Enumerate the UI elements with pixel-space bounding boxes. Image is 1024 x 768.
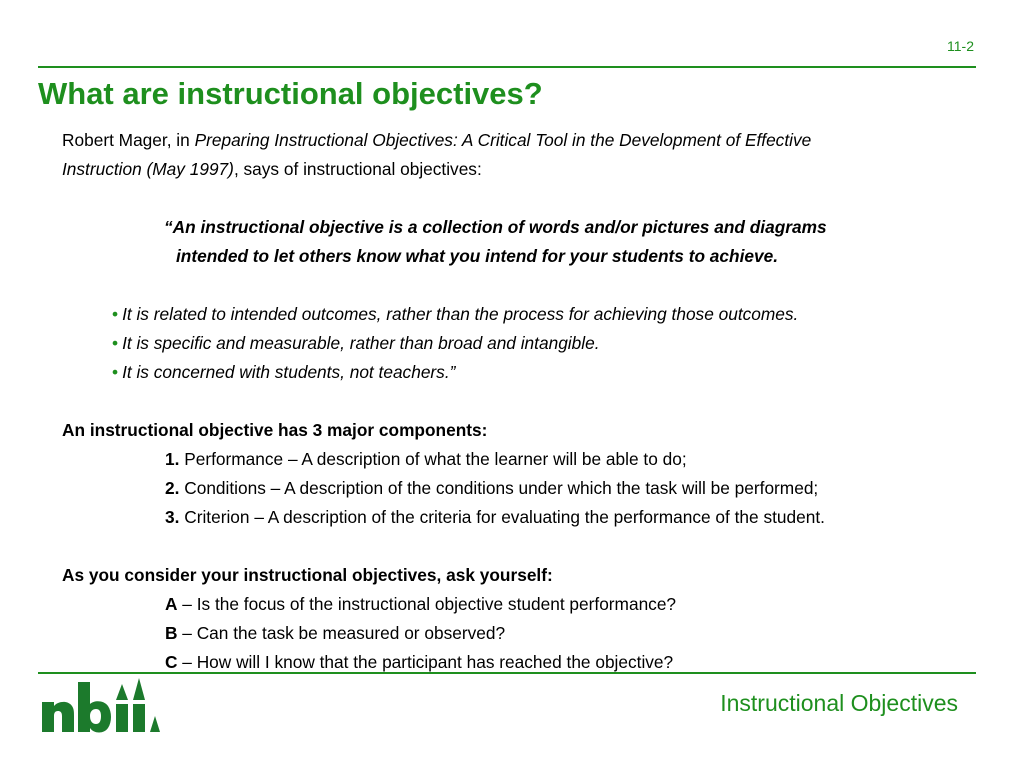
component-item: 1. Performance – A description of what the learner will be able to do; bbox=[165, 449, 687, 469]
top-divider bbox=[38, 66, 976, 68]
quote-line-1: “An instructional objective is a collection of words and/or pictures and diagrams bbox=[164, 217, 827, 237]
footer-label: Instructional Objectives bbox=[720, 690, 958, 716]
intro-line-1 bbox=[62, 126, 962, 155]
components-heading: An instructional objective has 3 major components: bbox=[62, 420, 488, 440]
question-item: A – Is the focus of the instructional objective student performance? bbox=[165, 594, 677, 614]
bottom-divider bbox=[38, 672, 976, 674]
component-item: 2. Conditions – A description of the conditions under which the task will be performed; bbox=[165, 478, 819, 498]
bullet-item: • It is related to intended outcomes, rather than the process for achieving those outcomes. bbox=[112, 304, 799, 324]
bullet-icon: • bbox=[112, 333, 119, 353]
component-item: 3. Criterion – A description of the criteria for evaluating the performance of the student. bbox=[165, 507, 825, 527]
bullet-item: • It is specific and measurable, rather than broad and intangible. bbox=[112, 333, 600, 353]
book-title-part-2: Instruction (May 1997) bbox=[62, 159, 234, 179]
nbii-logo bbox=[38, 676, 162, 734]
bullet-icon: • bbox=[112, 362, 119, 382]
question-item: C – How will I know that the participant has reached the objective? bbox=[165, 652, 674, 672]
bullet-icon: • bbox=[112, 304, 119, 324]
intro-line-2 bbox=[62, 155, 962, 184]
intro-prefix: Robert Mager, in bbox=[62, 130, 195, 150]
question-item: B – Can the task be measured or observed? bbox=[165, 623, 506, 643]
slide-number: 11-2 bbox=[947, 38, 974, 54]
book-title-part-1: Preparing Instructional Objectives: A Critical Tool in the Development of Effective bbox=[194, 130, 812, 150]
quote-line-2: intended to let others know what you intend for your students to achieve. bbox=[176, 246, 779, 266]
slide-body bbox=[62, 126, 962, 677]
questions-heading: As you consider your instructional objectives, ask yourself: bbox=[62, 565, 553, 585]
intro-suffix: , says of instructional objectives: bbox=[233, 159, 482, 179]
bullet-item: • It is concerned with students, not teachers.” bbox=[112, 362, 456, 382]
slide-title: What are instructional objectives? bbox=[38, 76, 543, 111]
